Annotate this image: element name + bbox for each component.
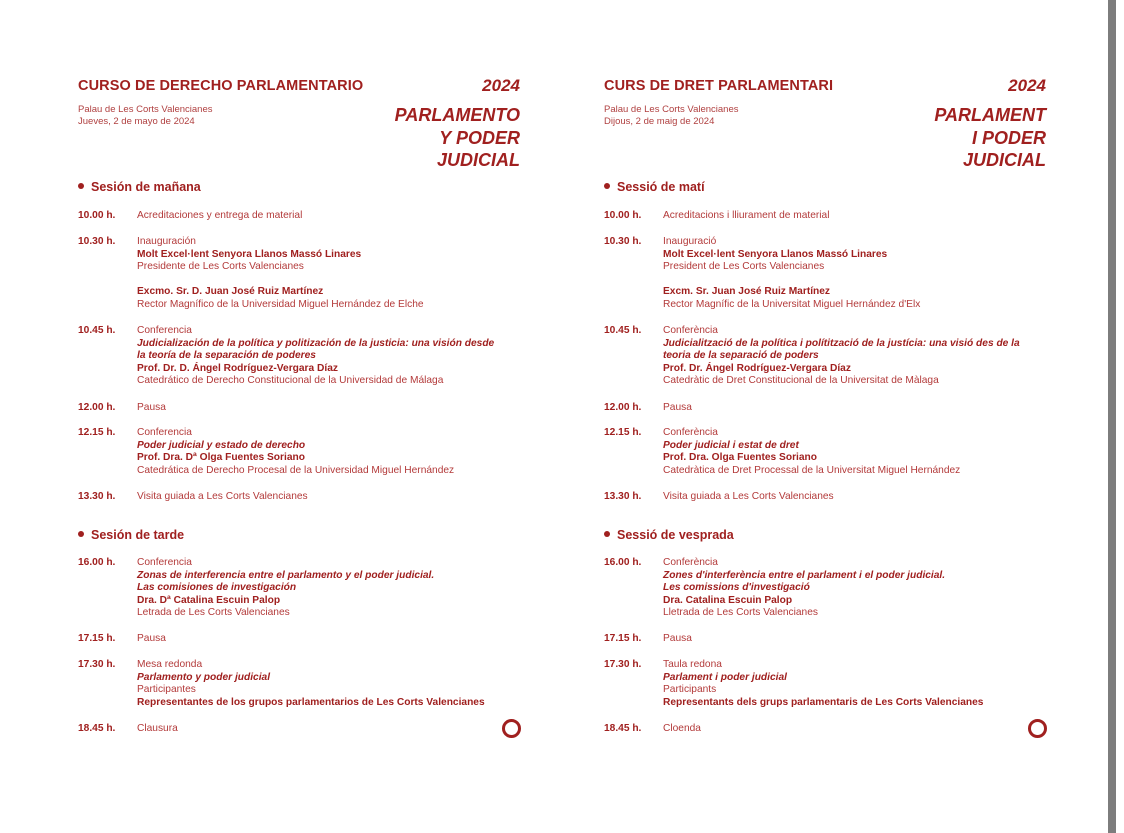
bullet-icon — [604, 183, 610, 189]
entry-description: Visita guiada a Les Corts Valencianes — [663, 491, 834, 502]
entry-type: Mesa redonda — [137, 659, 203, 670]
entry-description: Pausa — [663, 633, 692, 644]
speaker-name: Prof. Dra. Dª Olga Fuentes Soriano — [137, 452, 305, 464]
venue: Palau de Les Corts Valencianes — [78, 104, 213, 115]
event-title-line: PARLAMENTO — [394, 105, 520, 125]
session-heading-afternoon: Sessió de vesprada — [604, 528, 734, 542]
entry-time: 18.45 h. — [604, 723, 642, 734]
entry-description: Acreditacions i lliurament de material — [663, 210, 830, 221]
speaker-role: President de Les Corts Valencianes — [663, 261, 825, 273]
talk-title: la teoría de la separación de poderes — [137, 350, 316, 362]
entry-time: 13.30 h. — [604, 491, 642, 502]
session-heading-afternoon: Sesión de tarde — [78, 528, 184, 542]
entry-time: 10.00 h. — [78, 210, 116, 221]
year: 2024 — [1008, 76, 1046, 95]
bullet-icon — [604, 531, 610, 537]
year: 2024 — [482, 76, 520, 95]
talk-title: Las comisiones de investigación — [137, 582, 297, 594]
event-date: Dijous, 2 de maig de 2024 — [604, 116, 715, 127]
course-title: CURSO DE DERECHO PARLAMENTARIO — [78, 78, 364, 94]
venue: Palau de Les Corts Valencianes — [604, 104, 739, 115]
speaker-role: Presidente de Les Corts Valencianes — [137, 261, 304, 273]
speaker-name: Dra. Dª Catalina Escuin Palop — [137, 594, 281, 606]
scrollbar[interactable] — [1108, 0, 1116, 833]
entry-description: Clausura — [137, 723, 178, 734]
entry-time: 17.30 h. — [604, 659, 642, 670]
course-title: CURS DE DRET PARLAMENTARI — [604, 78, 834, 94]
speaker-role: Rector Magnífic de la Universitat Miguel Hernández d'Elx — [663, 298, 921, 310]
speaker-role: Letrada de Les Corts Valencianes — [137, 607, 290, 619]
talk-title: Judicialización de la política y politización de la justicia: una visión desde — [137, 337, 495, 349]
speaker-name: Excm. Sr. Juan José Ruiz Martínez — [663, 286, 831, 297]
speaker-name: Dra. Catalina Escuin Palop — [663, 594, 793, 606]
entry-description: Pausa — [137, 402, 166, 413]
entry-type: Inauguració — [663, 236, 717, 247]
bullet-icon — [78, 531, 84, 537]
entry-time: 17.15 h. — [78, 633, 116, 644]
entry-time: 16.00 h. — [604, 557, 642, 568]
speaker-name: Molt Excel·lent Senyora Llanos Massó Linares — [663, 248, 888, 260]
entry-time: 10.45 h. — [78, 325, 116, 336]
speaker-role: Catedrático de Derecho Constitucional de la Universidad de Málaga — [137, 375, 444, 387]
entry-type: Taula redona — [663, 659, 722, 670]
talk-title: Les comissions d'investigació — [663, 582, 810, 594]
talk-title: Zones d'interferència entre el parlament i el poder judicial. — [663, 569, 946, 581]
program-column-spanish — [78, 76, 523, 756]
event-title-line: PARLAMENT — [934, 105, 1046, 125]
entry-type: Conferencia — [137, 427, 192, 438]
speaker-name: Prof. Dr. Ángel Rodríguez-Vergara Díaz — [663, 362, 851, 374]
entry-type: Conferencia — [137, 557, 192, 568]
talk-title: teoria de la separació de poders — [663, 350, 819, 362]
participants-label: Participantes — [137, 684, 196, 696]
event-title — [934, 104, 1046, 172]
entry-time: 16.00 h. — [78, 557, 116, 568]
session-heading-morning: Sessió de matí — [604, 180, 705, 194]
talk-title: Judicialització de la política i polítització de la justícia: una visió des de la — [663, 337, 1020, 349]
event-title-line: Y PODER — [439, 127, 520, 148]
entry-time: 12.15 h. — [604, 427, 642, 438]
speaker-name: Molt Excel·lent Senyora Llanos Massó Linares — [137, 248, 362, 260]
speaker-name: Prof. Dr. D. Ángel Rodríguez-Vergara Díaz — [137, 362, 338, 374]
speaker-role: Rector Magnífico de la Universidad Miguel Hernández de Elche — [137, 298, 424, 310]
entry-type: Conferencia — [137, 325, 192, 336]
ring-logo-icon — [502, 719, 521, 738]
entry-time: 12.15 h. — [78, 427, 116, 438]
talk-title: Parlamento y poder judicial — [137, 671, 271, 683]
entry-time: 10.30 h. — [604, 236, 642, 247]
entry-time: 13.30 h. — [78, 491, 116, 502]
speaker-name: Prof. Dra. Olga Fuentes Soriano — [663, 452, 817, 464]
entry-type: Inauguración — [137, 236, 196, 247]
event-title-line: I PODER — [971, 127, 1046, 148]
participants: Representants dels grups parlamentaris de Les Corts Valencianes — [663, 696, 984, 708]
entry-description: Cloenda — [663, 723, 701, 734]
entry-description: Acreditaciones y entrega de material — [137, 210, 303, 221]
speaker-name: Excmo. Sr. D. Juan José Ruiz Martínez — [137, 286, 324, 297]
entry-time: 12.00 h. — [604, 402, 642, 413]
entry-description: Visita guiada a Les Corts Valencianes — [137, 491, 308, 502]
event-title-line: JUDICIAL — [962, 150, 1046, 170]
entry-time: 10.30 h. — [78, 236, 116, 247]
entry-time: 17.30 h. — [78, 659, 116, 670]
talk-title: Poder judicial i estat de dret — [663, 439, 799, 451]
event-date: Jueves, 2 de mayo de 2024 — [78, 116, 195, 127]
entry-type: Conferència — [663, 325, 718, 336]
talk-title: Poder judicial y estado de derecho — [137, 439, 306, 451]
speaker-role: Catedràtic de Dret Constitucional de la Universitat de Màlaga — [663, 375, 939, 387]
speaker-role: Lletrada de Les Corts Valencianes — [663, 607, 818, 619]
talk-title: Parlament i poder judicial — [663, 671, 787, 683]
entry-type: Conferència — [663, 427, 718, 438]
session-heading-morning: Sesión de mañana — [78, 180, 201, 194]
entry-description: Pausa — [663, 402, 692, 413]
program-column-valencian — [604, 76, 1049, 756]
entry-time: 10.45 h. — [604, 325, 642, 336]
entry-time: 17.15 h. — [604, 633, 642, 644]
event-title — [395, 104, 520, 172]
participants: Representantes de los grupos parlamentarios de Les Corts Valencianes — [137, 696, 485, 708]
entry-time: 18.45 h. — [78, 723, 116, 734]
event-title-line: JUDICIAL — [436, 150, 520, 170]
ring-logo-icon — [1028, 719, 1047, 738]
entry-type: Conferència — [663, 557, 718, 568]
entry-time: 12.00 h. — [78, 402, 116, 413]
talk-title: Zonas de interferencia entre el parlamento y el poder judicial. — [137, 569, 435, 581]
speaker-role: Catedrática de Derecho Procesal de la Universidad Miguel Hernández — [137, 464, 455, 476]
entry-time: 10.00 h. — [604, 210, 642, 221]
bullet-icon — [78, 183, 84, 189]
speaker-role: Catedràtica de Dret Processal de la Universitat Miguel Hernández — [663, 464, 961, 476]
participants-label: Participants — [663, 684, 717, 696]
entry-description: Pausa — [137, 633, 166, 644]
